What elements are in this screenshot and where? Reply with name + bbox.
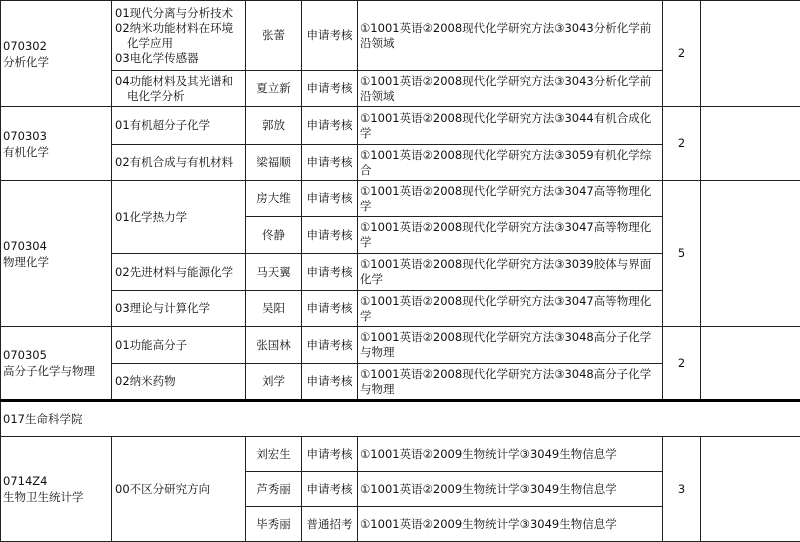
direction-cell: 02先进材料与能源化学	[112, 254, 246, 291]
admission-method: 申请考核	[302, 364, 358, 401]
quota-count: 5	[663, 181, 701, 327]
exam-subjects: ①1001英语②2009生物统计学③3049生物信息学	[358, 507, 663, 542]
tutor-name: 梁福顺	[246, 145, 302, 181]
table-row	[1, 181, 800, 217]
exam-subjects: ①1001英语②2008现代化学研究方法③3059有机化学综合	[358, 145, 663, 181]
admission-method: 申请考核	[302, 437, 358, 472]
admission-method: 申请考核	[302, 71, 358, 107]
admission-method: 普通招考	[302, 507, 358, 542]
exam-subjects: ①1001英语②2009生物统计学③3049生物信息学	[358, 472, 663, 507]
direction-cell	[112, 1, 246, 71]
major-code: 070302	[3, 38, 109, 54]
exam-subjects: ①1001英语②2008现代化学研究方法③3043分析化学前沿领域	[358, 1, 663, 71]
tutor-name: 郭放	[246, 107, 302, 145]
exam-subjects: ①1001英语②2008现代化学研究方法③3044有机合成化学	[358, 107, 663, 145]
major-name: 物理化学	[3, 254, 109, 270]
tutor-name: 刘学	[246, 364, 302, 401]
quota-count: 3	[663, 437, 701, 542]
major-cell	[1, 107, 112, 181]
remarks-cell	[701, 1, 800, 107]
major-code: 070305	[3, 347, 109, 363]
tutor-name: 佟静	[246, 217, 302, 254]
major-code: 070303	[3, 128, 109, 144]
table-row	[1, 437, 800, 472]
exam-subjects: ①1001英语②2008现代化学研究方法③3048高分子化学与物理	[358, 364, 663, 401]
tutor-name: 张国林	[246, 327, 302, 364]
quota-count: 2	[663, 327, 701, 401]
table-row	[1, 327, 800, 364]
exam-subjects: ①1001英语②2008现代化学研究方法③3047高等物理化学	[358, 217, 663, 254]
tutor-name: 房大维	[246, 181, 302, 217]
major-name: 有机化学	[3, 144, 109, 160]
exam-subjects: ①1001英语②2008现代化学研究方法③3039胶体与界面化学	[358, 254, 663, 291]
direction-line: 电化学分析	[115, 89, 243, 104]
direction-cell: 02有机合成与有机材料	[112, 145, 246, 181]
direction-cell: 01有机超分子化学	[112, 107, 246, 145]
tutor-name: 刘宏生	[246, 437, 302, 472]
direction-line: 03电化学传感器	[115, 51, 243, 66]
major-name: 生物卫生统计学	[3, 489, 109, 505]
remarks-cell	[701, 437, 800, 542]
exam-subjects: ①1001英语②2008现代化学研究方法③3047高等物理化学	[358, 181, 663, 217]
major-cell	[1, 437, 112, 542]
direction-line: 化学应用	[115, 36, 243, 51]
tutor-name: 张蕾	[246, 1, 302, 71]
admission-method: 申请考核	[302, 217, 358, 254]
direction-line: 04功能材料及其光谱和	[115, 74, 243, 89]
direction-cell: 01功能高分子	[112, 327, 246, 364]
exam-subjects: ①1001英语②2008现代化学研究方法③3047高等物理化学	[358, 291, 663, 327]
admission-method: 申请考核	[302, 472, 358, 507]
major-cell	[1, 1, 112, 107]
major-name: 分析化学	[3, 54, 109, 70]
direction-cell	[112, 71, 246, 107]
admission-method: 申请考核	[302, 1, 358, 71]
quota-count: 2	[663, 1, 701, 107]
tutor-name: 马天翼	[246, 254, 302, 291]
tutor-name: 夏立新	[246, 71, 302, 107]
table-row	[1, 1, 800, 71]
major-cell	[1, 327, 112, 401]
direction-cell: 02纳米药物	[112, 364, 246, 401]
tutor-name: 吴阳	[246, 291, 302, 327]
direction-cell: 00不区分研究方向	[112, 437, 246, 542]
admission-method: 申请考核	[302, 181, 358, 217]
tutor-name: 毕秀丽	[246, 507, 302, 542]
admission-method: 申请考核	[302, 291, 358, 327]
table-row	[1, 107, 800, 145]
admission-method: 申请考核	[302, 327, 358, 364]
exam-subjects: ①1001英语②2009生物统计学③3049生物信息学	[358, 437, 663, 472]
admission-method: 申请考核	[302, 107, 358, 145]
admission-method: 申请考核	[302, 254, 358, 291]
direction-line: 01现代分离与分析技术	[115, 6, 243, 21]
quota-count: 2	[663, 107, 701, 181]
direction-cell: 01化学热力学	[112, 181, 246, 254]
admission-method: 申请考核	[302, 145, 358, 181]
section-header-row	[1, 401, 800, 437]
exam-subjects: ①1001英语②2008现代化学研究方法③3048高分子化学与物理	[358, 327, 663, 364]
section-title: 017生命科学院	[1, 401, 800, 437]
remarks-cell	[701, 327, 800, 401]
tutor-name: 芦秀丽	[246, 472, 302, 507]
major-cell	[1, 181, 112, 327]
remarks-cell	[701, 181, 800, 327]
major-code: 070304	[3, 238, 109, 254]
exam-subjects: ①1001英语②2008现代化学研究方法③3043分析化学前沿领域	[358, 71, 663, 107]
direction-line: 02纳米功能材料在环境	[115, 21, 243, 36]
remarks-cell	[701, 107, 800, 181]
direction-cell: 03理论与计算化学	[112, 291, 246, 327]
major-name: 高分子化学与物理	[3, 363, 109, 379]
major-code: 0714Z4	[3, 473, 109, 489]
